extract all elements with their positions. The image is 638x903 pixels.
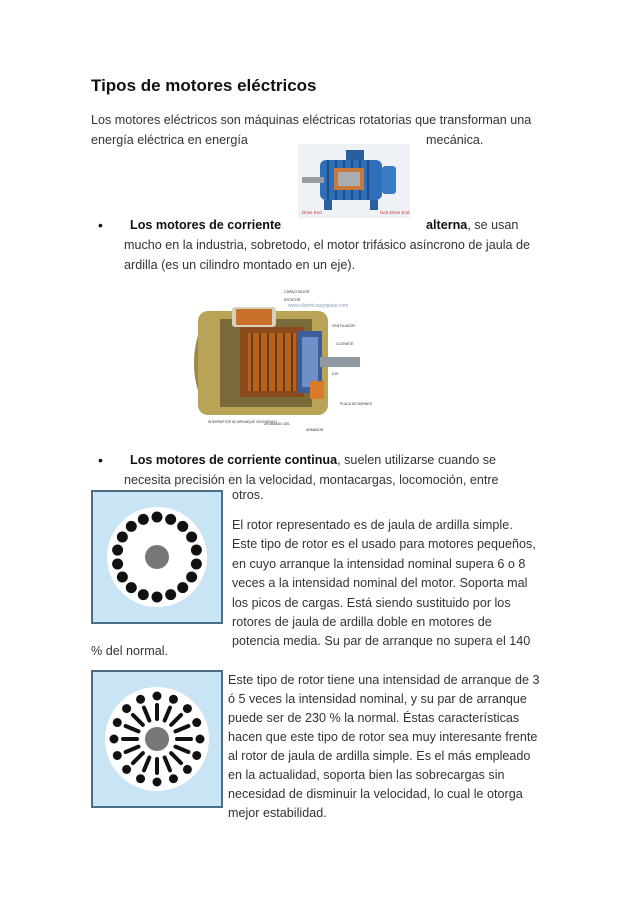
rotor-1-line-last: % del normal. bbox=[91, 644, 168, 658]
dc-motor-image bbox=[180, 285, 376, 437]
rotor-outer-bar bbox=[136, 695, 145, 704]
rotor-bar bbox=[186, 572, 197, 583]
bullet-1-line-2: mucho en la industria, sobretodo, el motor trifásico asíncrono de jaula de bbox=[124, 238, 531, 252]
rotor-bar bbox=[138, 514, 149, 525]
rotor-outer-bar bbox=[183, 704, 192, 713]
rotor-bar bbox=[152, 592, 163, 603]
rotor-1-line: potencia media. Su par de arranque no supera el 140 bbox=[232, 634, 531, 649]
label-estator: ESTATOR bbox=[284, 298, 301, 302]
bullet-1-line-1 bbox=[130, 215, 281, 235]
rotor-2-line: mejor estabilidad. bbox=[228, 806, 327, 820]
rotor-bar bbox=[126, 582, 137, 593]
bullet-2-line-1 bbox=[130, 450, 496, 470]
rotor-outer-bar bbox=[113, 751, 122, 760]
rotor-1-line: El rotor representado es de jaula de ardilla simple. bbox=[232, 518, 513, 532]
bullet-1-bold: Los motores de corriente bbox=[130, 218, 282, 232]
rotor-bar bbox=[117, 532, 128, 543]
rotor-outer-bar bbox=[192, 718, 201, 727]
rotor-1-line: en cuyo arranque la intensidad nominal supera 6 o 8 bbox=[232, 556, 526, 571]
rotor-outer-bar bbox=[136, 774, 145, 783]
rotor-1-description bbox=[232, 516, 536, 652]
rotor-bar bbox=[191, 545, 202, 556]
rotor-bar bbox=[165, 514, 176, 525]
rotor-outer-bar bbox=[153, 778, 162, 787]
rotor-bar bbox=[112, 545, 123, 556]
rotor-outer-bar bbox=[153, 692, 162, 701]
bullet-2-bold: Los motores de corriente continua bbox=[130, 453, 338, 467]
rotor-bar bbox=[152, 512, 163, 523]
rotor-1-line: los picos de cargas. Está siendo sustituido por los bbox=[232, 595, 511, 610]
rotor-bar bbox=[126, 521, 137, 532]
rotor-2-line: puede ser de 230 % la normal. Éstas características bbox=[228, 711, 520, 725]
bullet-2-line-2: necesita precisión en la velocidad, montacargas, locomoción, entre bbox=[124, 473, 499, 487]
non-drive-end-label: Non-Drive End bbox=[380, 210, 410, 215]
squirrel-cage-rotor-image bbox=[91, 490, 223, 624]
rotor-outer-bar bbox=[110, 735, 119, 744]
label-cojinete: COJINETE bbox=[336, 342, 354, 346]
rotor-outer-bar bbox=[196, 735, 205, 744]
rotor-bar bbox=[186, 532, 197, 543]
watermark: www.electricaspopular.com bbox=[288, 303, 349, 309]
rotor-2-description bbox=[228, 671, 540, 823]
rotor-2-line: al rotor de jaula de ardilla simple. Es el más empleado bbox=[228, 749, 531, 763]
rotor-bar bbox=[138, 589, 149, 600]
label-interruptor: INTERRUPTOR DE ARRANQUE CENTRIFUGO bbox=[208, 420, 278, 424]
intro-line-2b: mecánica. bbox=[426, 133, 484, 147]
bullet-2-rest: , suelen utilizarse cuando se bbox=[337, 453, 497, 467]
rotor-2-line: hacen que este tipo de rotor sea muy interesante frente bbox=[228, 730, 538, 744]
rotor-bar bbox=[177, 582, 188, 593]
drive-end-label: Drive End bbox=[302, 210, 322, 215]
bullet-1-line-3: ardilla (es un cilindro montado en un eje). bbox=[124, 258, 356, 272]
intro-line-2a: energía eléctrica en energía bbox=[91, 133, 248, 147]
rotor-outer-bar bbox=[113, 718, 122, 727]
rotor-outer-bar bbox=[183, 765, 192, 774]
label-eje: EJE bbox=[332, 372, 339, 376]
rotor-outer-bar bbox=[122, 704, 131, 713]
rotor-bar bbox=[112, 558, 123, 569]
rotor-outer-bar bbox=[192, 751, 201, 760]
rotor-1-line: Este tipo de rotor es el usado para motores pequeños, bbox=[232, 537, 536, 552]
bullet-dot: • bbox=[98, 452, 103, 468]
rotor-bar bbox=[191, 558, 202, 569]
bullet-1-rest: , se usan bbox=[467, 218, 519, 232]
rotor-outer-bar bbox=[169, 774, 178, 783]
rotor-2-line: necesidad de disminuir la velocidad, lo cual le otorga bbox=[228, 787, 523, 801]
bullet-2-line-3: otros. bbox=[232, 488, 264, 502]
rotor-1-line: rotores de jaula de ardilla doble en motores de bbox=[232, 615, 492, 630]
page-title: Tipos de motores eléctricos bbox=[91, 76, 317, 95]
ac-motor-image bbox=[298, 144, 410, 218]
label-capacitador: CAPACITADOR bbox=[284, 290, 310, 294]
rotor-bar bbox=[117, 572, 128, 583]
label-ventilador: VENTILADOR bbox=[332, 324, 355, 328]
bullet-dot: • bbox=[98, 217, 103, 233]
bullet-1-line-1b bbox=[426, 215, 518, 235]
rotor-1-line: veces a la intensidad nominal del motor. Soporta mal bbox=[232, 576, 528, 591]
intro-line-1: Los motores eléctricos son máquinas eléctricas rotatorias que transforman una bbox=[91, 113, 532, 127]
rotor-2-line: Este tipo de rotor tiene una intensidad de arranque de 3 bbox=[228, 673, 540, 687]
rotor-2-line: en la actualidad, soporta bien las sobrecargas sin bbox=[228, 768, 505, 782]
rotor-2-line: ó 5 veces la intensidad nominal, y su par de arranque bbox=[228, 692, 527, 706]
rotor-outer-bar bbox=[169, 695, 178, 704]
double-cage-rotor-image bbox=[91, 670, 223, 808]
rotor-bar bbox=[177, 521, 188, 532]
label-devanado: DEVANADO DEL bbox=[264, 422, 291, 426]
rotor-bar bbox=[165, 589, 176, 600]
label-armador: ARMADOR bbox=[306, 428, 324, 432]
bullet-1-bold-2: alterna bbox=[426, 218, 468, 232]
label-placa: PLACA DE BORNES bbox=[340, 402, 372, 406]
rotor-outer-bar bbox=[122, 765, 131, 774]
